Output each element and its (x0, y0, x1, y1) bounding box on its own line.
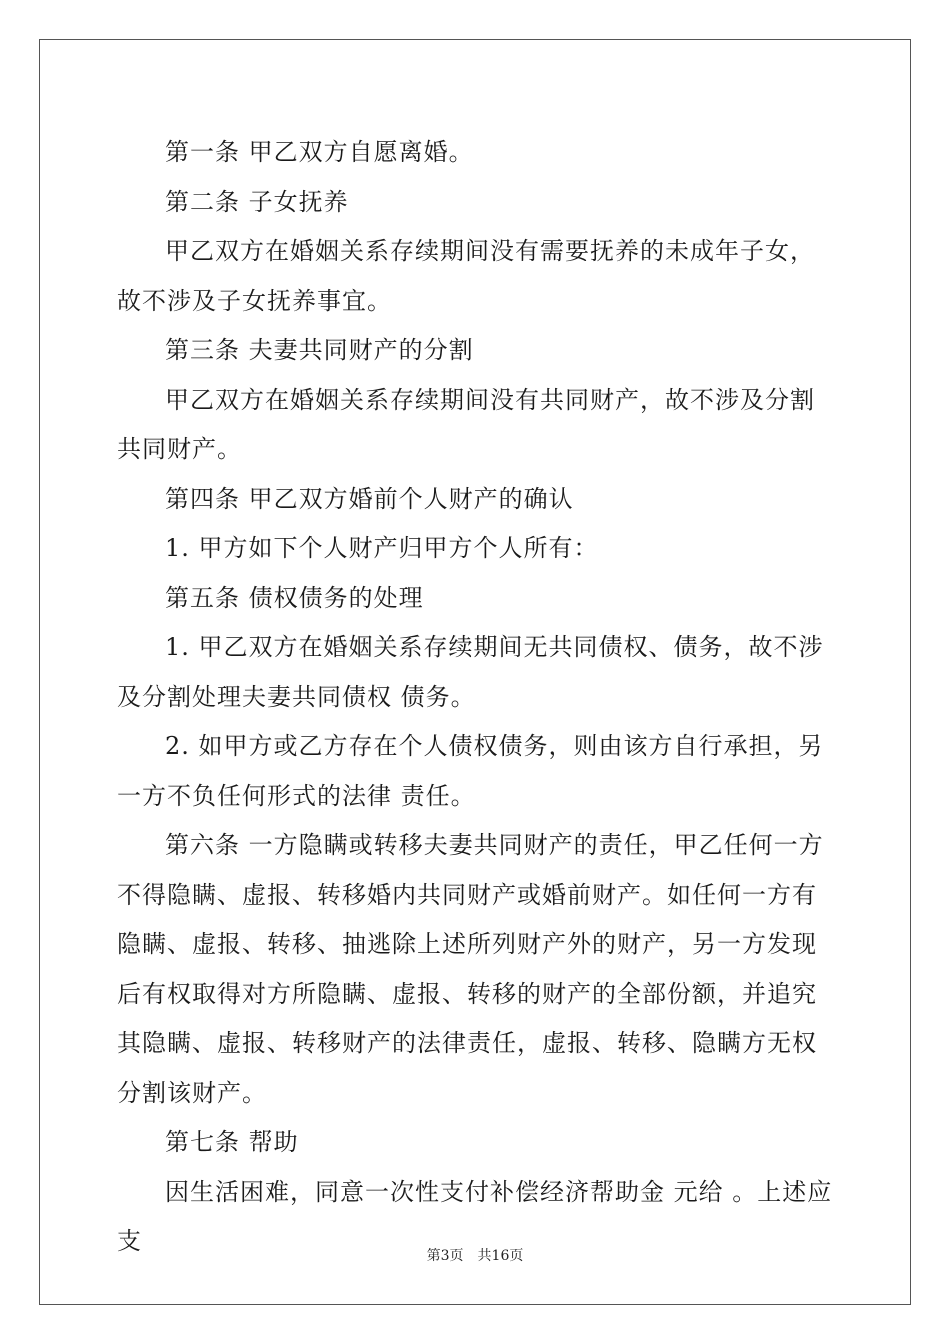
article-2-paragraph: 甲乙双方在婚姻关系存续期间没有需要抚养的未成年子女，故不涉及子女抚养事宜。 (117, 237, 815, 315)
article-4-item-1: 1. 甲方如下个人财产归甲方个人所有： (165, 534, 599, 562)
page-footer (0, 1246, 950, 1266)
article-7-paragraph: 因生活困难，同意一次性支付补偿经济帮助金 元给 。上述应支 (117, 1177, 833, 1255)
article-5-item-1: 1. 甲乙双方在婚姻关系存续期间无共同债权、债务，故不涉及分割处理夫妻共同债权 债务。 (117, 633, 824, 711)
article-4-heading: 第四条 甲乙双方婚前个人财产的确认 (165, 484, 574, 513)
article-5-heading: 第五条 债权债务的处理 (165, 583, 424, 612)
page-total: 共16页 (477, 1248, 524, 1264)
article-7-heading: 第七条 帮助 (165, 1128, 299, 1156)
page-number: 第3页 (426, 1248, 464, 1264)
article-3-heading: 第三条 夫妻共同财产的分割 (165, 336, 474, 364)
article-6-paragraph: 第六条 一方隐瞒或转移夫妻共同财产的责任，甲乙任何一方不得隐瞒、虚报、转移婚内共同财产或婚前财产。如任何一方有隐瞒、虚报、转移、抽逃除上述所列财产外的财产，另一方发现后有权取得对方所隐瞒、虚报、转移的财产的全部份额，并追究其隐瞒、虚报、转移财产的法律责任，虚报、转移、隐瞒方无权分割该财产。 (117, 831, 824, 1107)
document-body (117, 128, 837, 1267)
article-3-paragraph: 甲乙双方在婚姻关系存续期间没有共同财产，故不涉及分割共同财产。 (117, 385, 815, 463)
article-5-item-2: 2. 如甲方或乙方存在个人债权债务，则由该方自行承担，另一方不负任何形式的法律 责任。 (117, 732, 824, 810)
article-1-paragraph: 第一条 甲乙双方自愿离婚。 (165, 138, 474, 166)
article-2-heading: 第二条 子女抚养 (165, 187, 349, 216)
